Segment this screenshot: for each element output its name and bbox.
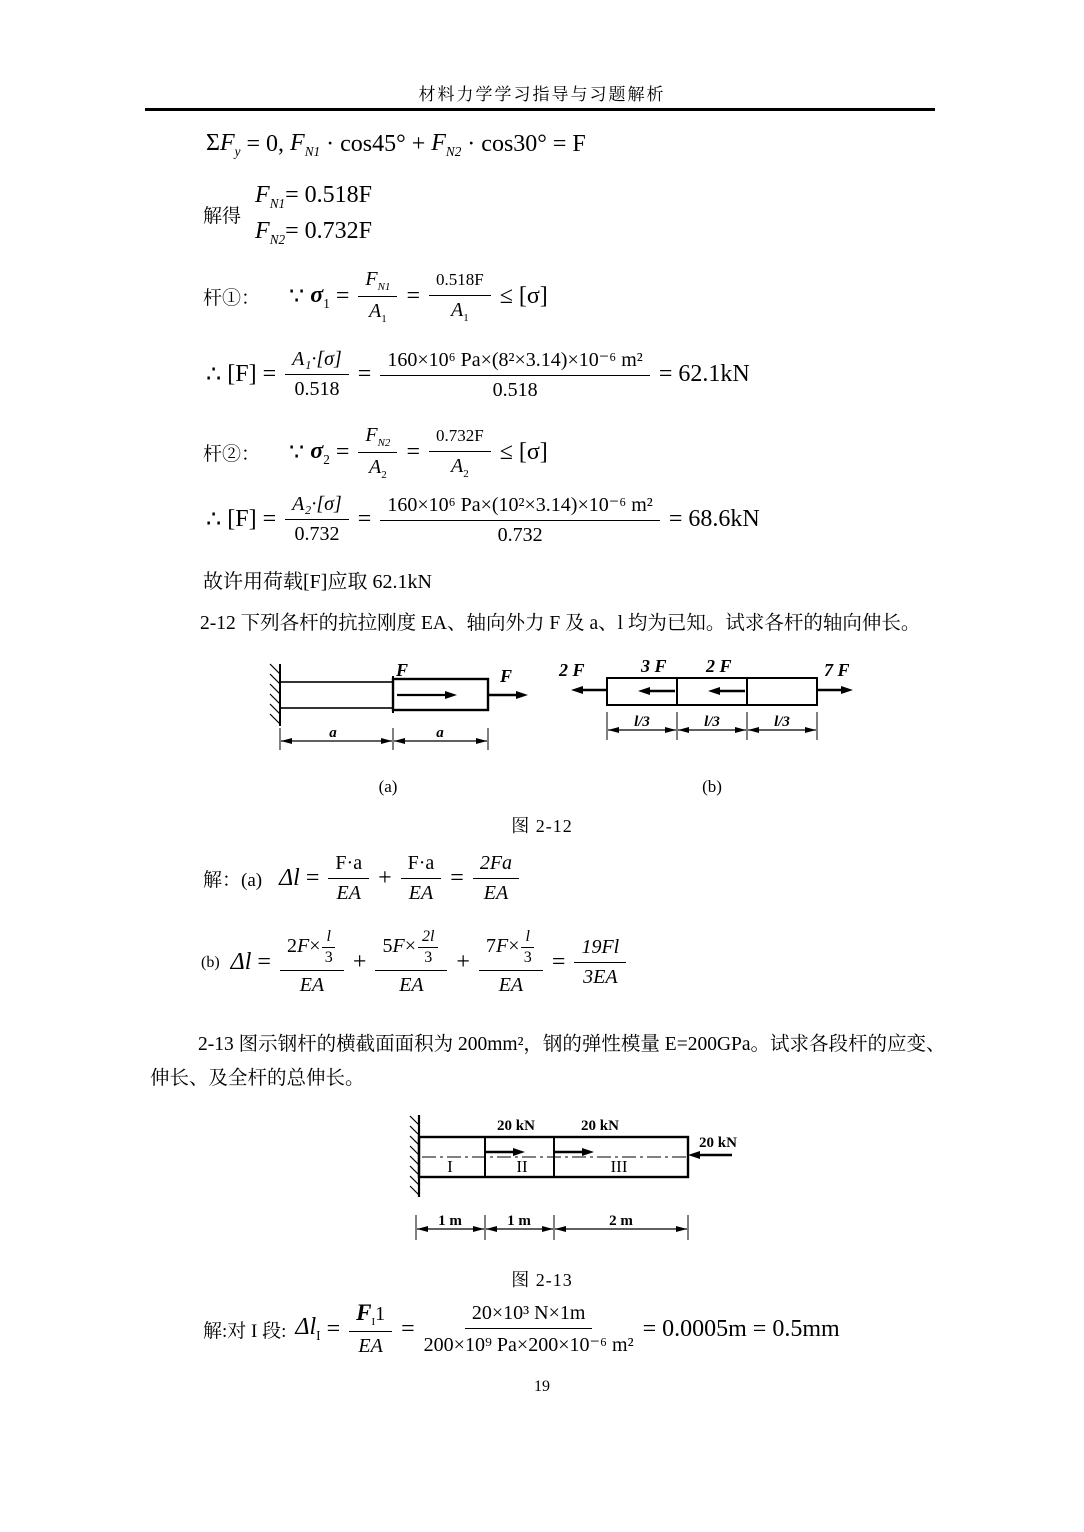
- fraction: $\frac{F_I1}{EA}$: [349, 1300, 392, 1358]
- solution-b-label: (b): [201, 953, 220, 971]
- dim-label-l3-3: l/3: [774, 714, 790, 730]
- load-label-1: 20 kN: [497, 1118, 535, 1134]
- rod2-label: 杆②：: [203, 444, 261, 465]
- fraction: 2F× $\frac{l}{3}$ EA: [280, 928, 344, 997]
- rod1-label: 杆①：: [203, 288, 261, 309]
- dim-label-1m-2: 1 m: [507, 1213, 531, 1229]
- page-header-title: 材料力学学习指导与习题解析: [418, 85, 666, 104]
- figure-2-12a-diagram: [248, 650, 548, 800]
- plus-sign: +: [352, 949, 367, 975]
- equals-sign: =: [357, 361, 372, 387]
- rod1-allowable-load-equation: [203, 347, 753, 402]
- force-label-right: 7 F: [824, 660, 850, 680]
- equals-sign: =: [401, 1315, 415, 1342]
- therefore-symbol: ∴: [206, 507, 222, 533]
- fraction: $\frac{F\cdot a}{EA}$: [328, 852, 369, 905]
- fraction: $\frac{0.732F}{A_2}$: [429, 426, 491, 480]
- equation-term: · cos30° = F: [467, 131, 586, 158]
- because-symbol: ∵: [289, 440, 305, 466]
- wall-hatching: [270, 664, 280, 726]
- because-symbol: ∵: [289, 284, 305, 310]
- equation-term: · cos45° +: [326, 131, 426, 158]
- rod2-allowable-load-equation: [203, 492, 763, 547]
- problem-2-13-statement-line1: 2-13 图示钢杆的横截面面积为 200mm²，钢的弹性模量 E=200GPa。试求各段杆的应变、: [198, 1034, 946, 1055]
- problem-2-12-statement: 2-12 下列各杆的抗拉刚度 EA、轴向外力 F 及 a、l 均为已知。试求各杆的轴向伸长。: [200, 613, 921, 634]
- force-label-seg1: 3 F: [641, 656, 667, 676]
- header-rule: [145, 108, 935, 111]
- fraction: $\frac{\text{A₂·[σ]}}{0.732}$: [285, 493, 349, 546]
- fraction: 5F× $\frac{2l}{3}$ EA: [375, 928, 447, 997]
- solve-block: [203, 182, 372, 248]
- equation-result: = 0.0005m = 0.5mm: [642, 1315, 840, 1342]
- equals-sign: =: [406, 439, 420, 465]
- segment-label-1: I: [447, 1157, 453, 1176]
- fraction: $\frac{\text{20×10³ N×1m}}{\text{200×10⁹ Pa×200×10⁻⁶ m²}}$: [423, 1301, 634, 1356]
- fraction: $\frac{2Fa}{EA}$: [473, 852, 519, 905]
- force-label-left: 2 F: [559, 660, 585, 680]
- plus-sign: +: [456, 949, 470, 975]
- fraction: $\frac{\text{160×10⁶ Pa×(10²×3.14)×10⁻⁶ m²}}{0.732}$: [380, 492, 660, 547]
- solve-eq-2: $F_{N2}= 0.732F$: [255, 217, 372, 247]
- equals-sign: =: [450, 865, 464, 891]
- fraction: $\frac{F_{N2}}{A_2}$: [358, 424, 397, 481]
- equation-equilibrium: [203, 130, 589, 160]
- solve-eq-1: $F_{N1}= 0.518F$: [255, 182, 372, 211]
- force-label-end: F: [500, 666, 513, 686]
- dim-label-l3-2: l/3: [704, 714, 720, 730]
- bar-outline: [280, 676, 488, 713]
- equation-term: $\sigma_2$: [310, 437, 330, 467]
- solve-label: 解得: [203, 206, 242, 228]
- equation-term: $F_{N2}$: [431, 130, 462, 159]
- equation-result: = 68.6kN: [668, 506, 760, 532]
- equation-term: [F] =: [227, 361, 277, 387]
- force-arrows: [397, 691, 528, 699]
- equation-term: [F] =: [227, 506, 277, 532]
- figure-2-13-diagram: [388, 1095, 758, 1255]
- fraction: 7F× $\frac{l}{3}$ EA: [479, 928, 543, 997]
- problem-2-13-statement-line2: 伸长、及全杆的总伸长。: [150, 1068, 365, 1089]
- solve-equations: [255, 182, 372, 248]
- solution-2-12a-equation: [203, 852, 525, 905]
- load-label-right: 20 kN: [699, 1135, 737, 1151]
- equals-sign: =: [257, 949, 271, 975]
- fraction: $\frac{0.518F}{A_1}$: [429, 270, 491, 324]
- subfigure-b-label: (b): [702, 777, 722, 796]
- dim-label-a1: a: [329, 725, 337, 741]
- equals-sign: =: [335, 283, 350, 309]
- dim-label-1m-1: 1 m: [438, 1213, 462, 1229]
- bar-outline: [419, 1137, 690, 1177]
- equals-sign: =: [305, 865, 320, 891]
- equals-sign: =: [406, 283, 420, 309]
- equals-sign: =: [551, 949, 566, 975]
- segment-label-2: II: [516, 1157, 528, 1176]
- force-label-mid: F: [396, 660, 409, 680]
- fraction: $\frac{F_{N1}}{A_1}$: [358, 268, 397, 325]
- solution-a-label: 解：(a): [203, 870, 263, 891]
- segment-label-3: III: [610, 1157, 628, 1176]
- equals-sign: =: [335, 439, 350, 465]
- inequality-term: ≤ [σ]: [499, 283, 548, 309]
- conclusion-text: 故许用荷载[F]应取 62.1kN: [203, 571, 432, 593]
- fraction: $\frac{\text{A₁·[σ]}}{0.518}$: [285, 348, 349, 401]
- solution-2-13-equation: [203, 1300, 843, 1358]
- fraction: $\frac{F\cdot a}{EA}$: [401, 852, 442, 905]
- fraction: $\frac{\text{160×10⁶ Pa×(8²×3.14)×10⁻⁶ m²}}{0.518}$: [380, 347, 650, 402]
- inequality-term: ≤ [σ]: [499, 439, 548, 465]
- subfigure-a-label: (a): [378, 777, 398, 796]
- solution-2-12b-equation: [198, 928, 632, 997]
- dim-label-a2: a: [436, 725, 444, 741]
- equation-term: $F_{N1}$: [290, 130, 321, 159]
- fraction: $\frac{19Fl}{3EA}$: [574, 936, 626, 989]
- equation-result: = 62.1kN: [658, 361, 750, 387]
- load-label-2: 20 kN: [581, 1118, 619, 1134]
- delta-l-term: $\Delta l_I$: [295, 1314, 321, 1343]
- equation-term: $\Sigma F_y$: [206, 130, 241, 159]
- equals-sign: =: [357, 506, 372, 532]
- rod2-stress-equation: [203, 424, 551, 481]
- therefore-symbol: ∴: [206, 362, 222, 388]
- rod1-stress-equation: [203, 268, 551, 325]
- delta-l-term: Δl: [230, 949, 252, 975]
- figure-2-12b-diagram: [557, 650, 887, 800]
- equals-sign: =: [326, 1315, 341, 1342]
- wall-hatching: [410, 1115, 419, 1197]
- figure-2-12-caption: 图 2-12: [511, 816, 573, 836]
- solution-2-13-label: 解:对 I 段:: [203, 1320, 287, 1342]
- dim-label-l3-1: l/3: [634, 714, 650, 730]
- dim-label-2m: 2 m: [609, 1213, 633, 1229]
- force-arrows: [571, 686, 853, 695]
- figure-2-13-caption: 图 2-13: [511, 1270, 573, 1290]
- equation-term: = 0,: [246, 131, 285, 158]
- delta-l-term: Δl: [279, 865, 300, 891]
- force-label-seg2: 2 F: [706, 656, 732, 676]
- page-number: 19: [534, 1378, 550, 1395]
- plus-sign: +: [378, 865, 392, 891]
- dimension-lines: [280, 728, 488, 750]
- equation-term: $\sigma_1$: [310, 281, 330, 311]
